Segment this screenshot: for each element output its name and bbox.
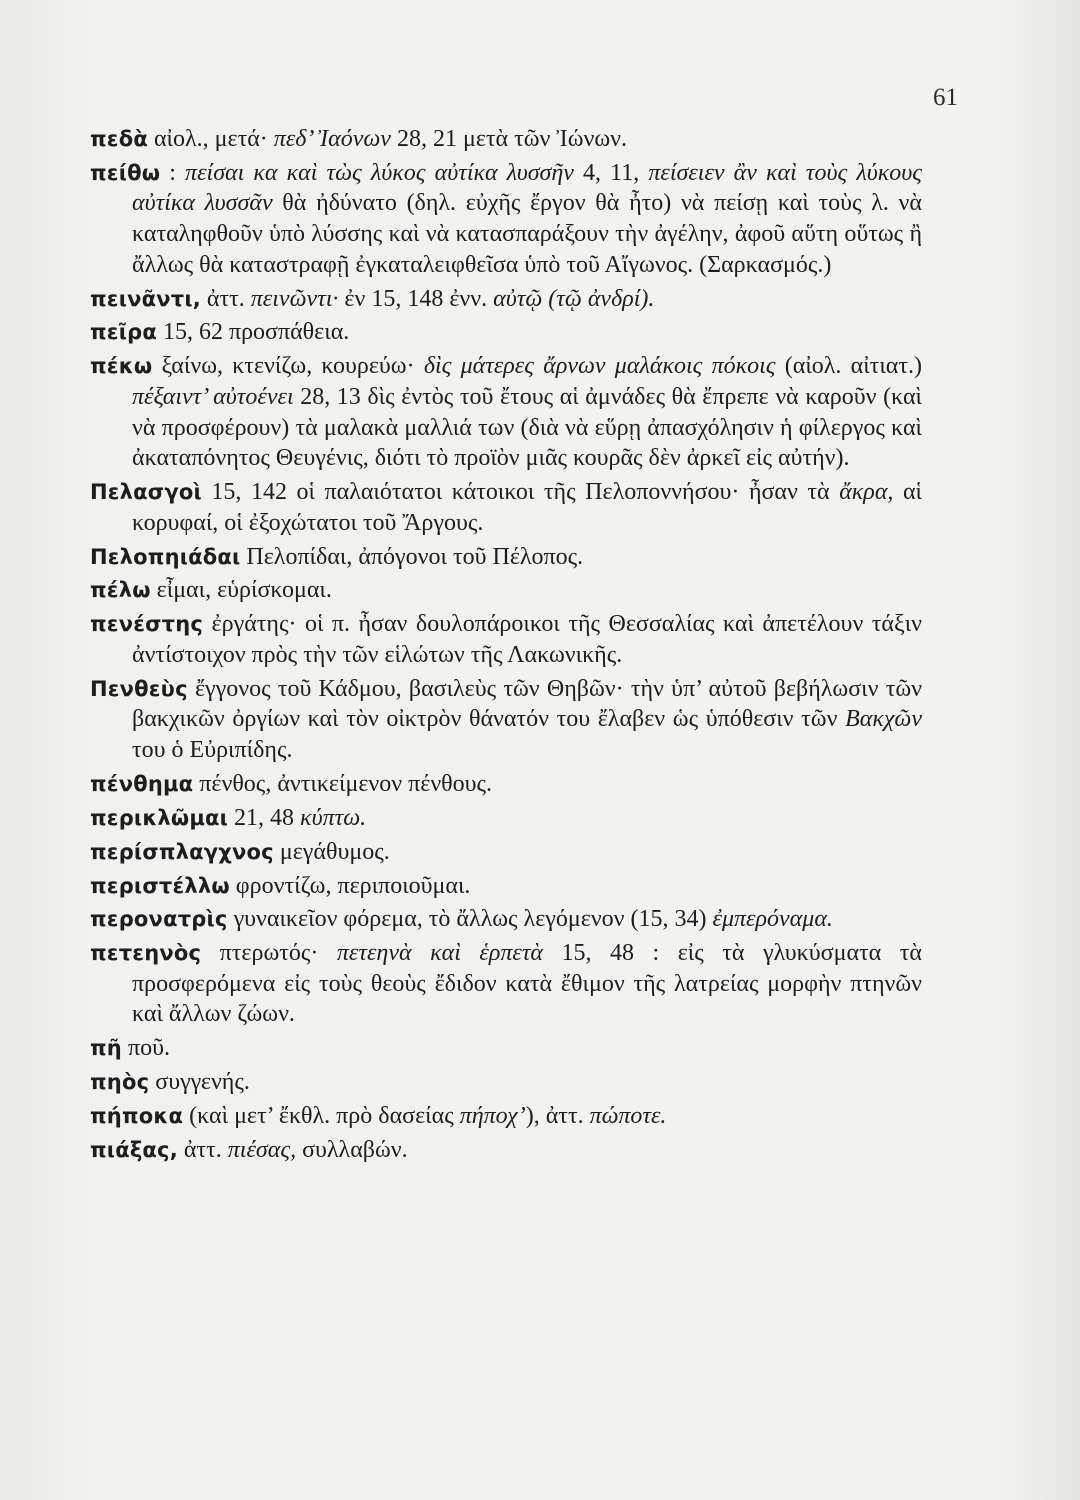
entry-definition: συλλαβών. xyxy=(296,1137,408,1164)
entry-headword: πένθημα xyxy=(90,771,194,796)
entry-definition: 15, 142 οἱ παλαιότατοι κάτοικοι τῆς Πελοποννήσου· ἦσαν τὰ xyxy=(201,479,840,506)
entry-definition: ξαίνω, κτενίζω, κουρεύω· xyxy=(152,353,424,380)
entry-definition: 28, 13 δὶς ἐντὸς τοῦ ἔτους αἱ ἀμνάδες θὰ ἔπρεπε νὰ καροῦν (καὶ νὰ προσφέρουν) τὰ μαλακὰ μαλλιά των (διὰ νὰ εὕρῃ ἀπασχόλησιν ἡ φίλεργος καὶ ἀκαταπόνητος Θευγένις, διότι τὸ προϊὸν μιᾶς κουρᾶς δὲν ἀρκεῖ εἰς αὐτήν). xyxy=(132,383,923,472)
entry-definition: μεγάθυμος. xyxy=(273,838,390,865)
glossary-entry xyxy=(90,1067,922,1098)
entry-quotation: πεινῶντι· xyxy=(250,285,339,312)
entry-definition: εἶμαι, εὑρίσκομαι. xyxy=(150,577,332,604)
entry-definition: ἀττ. xyxy=(177,1137,228,1164)
glossary-entry xyxy=(90,769,922,800)
page-number: 61 xyxy=(933,84,958,111)
glossary-entry xyxy=(90,1101,922,1132)
entry-definition: ἀττ. xyxy=(200,285,251,312)
entry-headword: περικλῶμαι xyxy=(90,805,229,830)
entry-quotation: πεδ’ Ἰαόνων xyxy=(273,126,391,152)
entry-definition: πένθος, ἀντικείμενον πένθους. xyxy=(193,770,493,797)
entry-headword: πηὸς xyxy=(90,1070,150,1095)
glossary-entry xyxy=(90,284,922,315)
entry-definition: θὰ ἠδύνατο (δηλ. εὐχῆς ἔργον θὰ ἦτο) νὰ πείσῃ καὶ τοὺς λ. νὰ καταληφθοῦν ὑπὸ λύσσης καὶ νὰ κατασπαράξουν τὴν ἀγέλην, ἀφοῦ αὕτη οὕτως ἢ ἄλλως θὰ καταστραφῇ ἐγκαταλειφθεῖσα ὑπὸ τοῦ Αἴγωνος. (Σαρκασμός.) xyxy=(132,190,922,278)
entry-definition: 28, 21 μετὰ τῶν Ἰώνων. xyxy=(390,126,627,152)
entry-definition: του ὁ Εὐριπίδης. xyxy=(132,736,293,763)
glossary-entries xyxy=(90,124,922,1169)
entry-quotation: πετεηνὰ καὶ ἑρπετὰ xyxy=(336,940,544,967)
glossary-entry xyxy=(90,904,922,935)
entry-quotation: ἐμπερόναμα. xyxy=(712,906,833,933)
entry-definition: ποῦ. xyxy=(121,1035,170,1062)
entry-quotation: πιέσας, xyxy=(227,1137,297,1164)
entry-definition: (καὶ μετ’ ἔκθλ. πρὸ δασείας xyxy=(183,1103,460,1130)
entry-definition: (αἰολ. αἰτιατ.) xyxy=(775,353,922,380)
entry-definition: 15, 48 : εἰς τὰ γλυκύσματα τὰ προσφερόμενα εἰς τοὺς θεοὺς ἔδιδον κατὰ ἔθιμον τῆς λατρείας μορφὴν πτηνῶν καὶ ἄλλων ζώων. xyxy=(132,940,922,1028)
entry-definition: πτερωτός· xyxy=(201,940,337,967)
entry-definition: αἱ κορυφαί, οἱ ἐξοχώτατοι τοῦ Ἄργους. xyxy=(132,479,923,536)
entry-headword: Πελασγοὶ xyxy=(90,480,202,505)
entry-definition: ἐργάτης· οἱ π. ἦσαν δουλοπάροικοι τῆς Θεσσαλίας καὶ ἀπετέλουν τάξιν ἀντίστοιχον πρὸς τὴν τῶν εἱλώτων τῆς Λακωνικῆς. xyxy=(132,611,922,668)
glossary-entry xyxy=(90,938,922,1030)
entry-headword: πέλω xyxy=(90,578,151,603)
glossary-entry xyxy=(90,803,922,834)
glossary-entry xyxy=(90,351,922,473)
glossary-entry xyxy=(90,837,922,868)
entry-definition: 15, 62 προσπάθεια. xyxy=(156,319,350,346)
entry-definition: αἰολ., μετά· xyxy=(147,126,274,152)
entry-definition: Πελοπίδαι, ἀπόγονοι τοῦ Πέλοπος. xyxy=(240,543,584,570)
glossary-entry xyxy=(90,477,922,538)
entry-definition: ἔγγονος τοῦ Κάδμου, βασιλεὺς τῶν Θηβῶν· τὴν ὑπ’ αὐτοῦ βεβήλωσιν τῶν βακχικῶν ὀργίων καὶ τὸν οἰκτρὸν θάνατόν του ἔλαβεν ὡς ὑπόθεσιν τῶν xyxy=(132,675,922,733)
entry-definition: : xyxy=(160,159,186,186)
glossary-entry xyxy=(90,674,922,766)
entry-definition: γυναικεῖον φόρεμα, τὸ ἄλλως λεγόμενον (15, 34) xyxy=(227,906,713,933)
glossary-entry xyxy=(90,124,922,155)
entry-definition: ἐν 15, 148 ἐνν. xyxy=(338,285,494,312)
glossary-entry xyxy=(90,542,922,573)
glossary-entry xyxy=(90,1135,922,1166)
entry-headword: πεῖρα xyxy=(90,320,157,345)
entry-quotation: πέξαιντ’ αὐτοένει xyxy=(132,383,294,410)
entry-quotation: δὶς μάτερες ἄρνων μαλάκοις πόκοις xyxy=(423,353,776,380)
entry-headword: Πενθεὺς xyxy=(90,676,188,701)
entry-headword: πήποκα xyxy=(90,1104,184,1129)
entry-headword: πέκω xyxy=(90,354,153,379)
entry-headword: πιάξας, xyxy=(90,1138,178,1163)
glossary-entry xyxy=(90,575,922,606)
entry-definition: φροντίζω, περιποιοῦμαι. xyxy=(229,872,471,899)
entry-quotation: κύπτω. xyxy=(300,804,367,831)
entry-quotation: πείσαι κα καὶ τὼς λύκος αὐτίκα λυσσῆν xyxy=(185,159,574,186)
glossary-entry xyxy=(90,158,922,280)
entry-quotation: πείσειεν ἂν καὶ τοὺς λύκους αὐτίκα λυσσᾶν xyxy=(132,159,923,217)
glossary-entry xyxy=(90,871,922,902)
glossary-entry xyxy=(90,317,922,348)
glossary-entry xyxy=(90,1033,922,1064)
entry-headword: περίσπλαγχνος xyxy=(90,839,274,864)
entry-quotation: πώποτε. xyxy=(589,1103,667,1130)
entry-headword: πεινᾶντι, xyxy=(90,286,201,311)
entry-headword: περονατρὶς xyxy=(90,907,228,932)
entry-quotation: αὐτῷ (τῷ ἀνδρί). xyxy=(493,285,655,312)
entry-definition: 4, 11, xyxy=(573,159,649,186)
entry-quotation: ἄκρα, xyxy=(839,479,894,506)
entry-headword: πεδὰ xyxy=(90,127,148,151)
entry-headword: πετεηνὸς xyxy=(90,941,202,966)
entry-headword: Πελοπηιάδαι xyxy=(90,544,241,569)
entry-headword: πείθω xyxy=(90,160,161,185)
entry-headword: πῆ xyxy=(90,1036,122,1061)
entry-definition: συγγενής. xyxy=(149,1069,250,1096)
entry-headword: περιστέλλω xyxy=(90,873,230,898)
entry-definition: ), ἀττ. xyxy=(525,1103,590,1130)
entry-quotation: πήποχ’ xyxy=(459,1103,526,1130)
entry-headword: πενέστης xyxy=(90,612,204,637)
glossary-entry xyxy=(90,609,922,670)
entry-definition: 21, 48 xyxy=(228,804,301,831)
entry-quotation: Βακχῶν xyxy=(845,706,922,733)
